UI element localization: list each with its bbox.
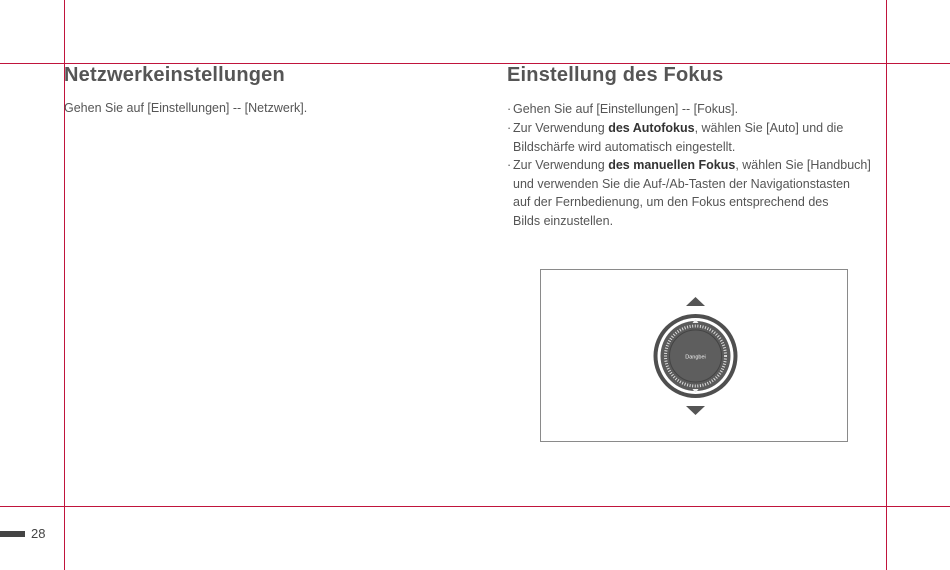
focus-bullet-3-bold: des manuellen Fokus xyxy=(608,158,736,172)
focus-bullet-3-continuation-3: Bilds einzustellen. xyxy=(513,213,614,228)
remote-brand-logo: Dangbei xyxy=(685,354,706,361)
focus-bullet-2-continuation: Bildschärfe wird automatisch eingestellt. xyxy=(513,139,736,154)
network-settings-text: Gehen Sie auf [Einstellungen] -- [Netzwerk]. xyxy=(64,101,308,115)
bullet-dot: · xyxy=(507,102,512,116)
page-number-bar xyxy=(0,531,25,537)
page-number: 28 xyxy=(31,526,46,541)
remote-dpad-illustration xyxy=(541,270,847,441)
remote-navigation-figure xyxy=(540,269,848,442)
up-arrow-icon xyxy=(686,297,705,306)
focus-bullet-1 xyxy=(507,100,907,119)
focus-bullet-3 xyxy=(507,156,907,230)
bullet-dot: · xyxy=(507,158,512,172)
focus-bullet-2 xyxy=(507,119,907,156)
focus-bullet-2-bold: des Autofokus xyxy=(608,121,695,135)
network-settings-heading: Netzwerkeinstellungen xyxy=(64,64,285,86)
down-arrow-icon xyxy=(686,406,705,415)
focus-bullet-2-post: , wählen Sie [Auto] und die xyxy=(694,121,844,135)
focus-bullet-1-text: Gehen Sie auf [Einstellungen] -- [Fokus]. xyxy=(513,102,739,116)
bullet-dot: · xyxy=(507,121,512,135)
guide-line-bottom xyxy=(0,506,950,507)
focus-bullet-3-post: , wählen Sie [Handbuch] xyxy=(735,158,871,172)
guide-line-right xyxy=(886,0,887,570)
focus-bullet-3-continuation-1: und verwenden Sie die Auf-/Ab-Tasten der Navigationstasten xyxy=(513,176,851,191)
focus-bullet-3-pre: Zur Verwendung xyxy=(513,158,609,172)
focus-bullet-2-pre: Zur Verwendung xyxy=(513,121,609,135)
focus-bullet-3-continuation-2: auf der Fernbedienung, um den Fokus entsprechend des xyxy=(513,195,829,209)
focus-settings-heading: Einstellung des Fokus xyxy=(507,64,724,86)
